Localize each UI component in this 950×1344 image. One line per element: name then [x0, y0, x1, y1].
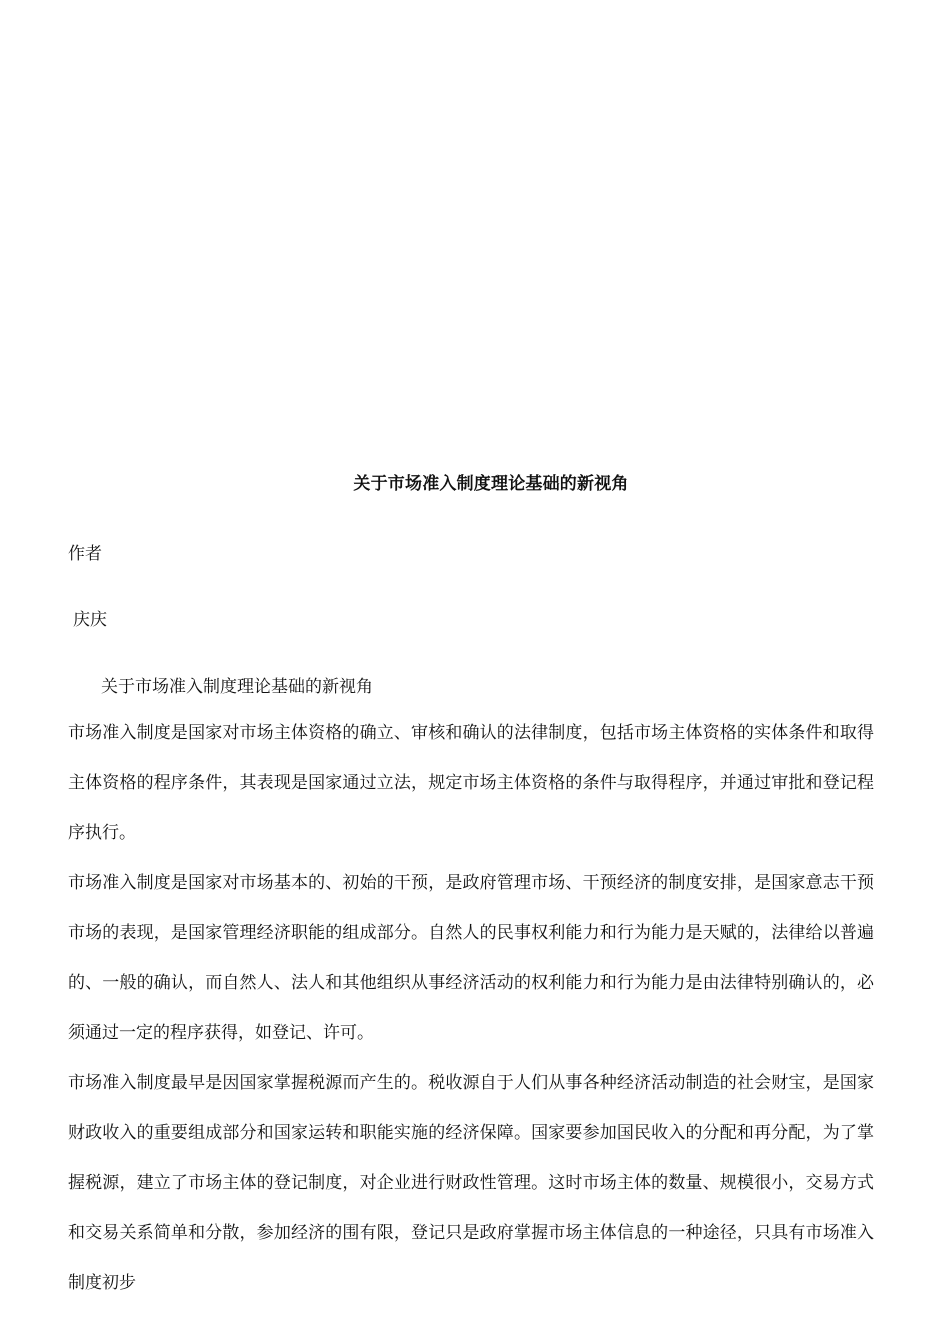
author-name: 庆庆: [73, 610, 107, 630]
document-title: 关于市场准入制度理论基础的新视角: [353, 474, 629, 494]
document-body: [68, 708, 874, 1308]
paragraph: 市场准入制度是国家对市场主体资格的确立、审核和确认的法律制度，包括市场主体资格的实体条件和取得主体资格的程序条件，其表现是国家通过立法，规定市场主体资格的条件与取得程序，并通过审批和登记程序执行。: [68, 723, 874, 843]
document-subtitle: 关于市场准入制度理论基础的新视角: [101, 677, 373, 697]
paragraph: 市场准入制度最早是因国家掌握税源而产生的。税收源自于人们从事各种经济活动制造的社会财宝，是国家财政收入的重要组成部分和国家运转和职能实施的经济保障。国家要参加国民收入的分配和再分配，为了掌握税源，建立了市场主体的登记制度，对企业进行财政性管理。这时市场主体的数量、规模很小，交易方式和交易关系简单和分散，参加经济的围有限，登记只是政府掌握市场主体信息的一种途径，只具有市场准入制度初步: [68, 1073, 874, 1293]
author-label: 作者: [68, 544, 102, 564]
paragraph: 市场准入制度是国家对市场基本的、初始的干预，是政府管理市场、干预经济的制度安排，是国家意志干预市场的表现，是国家管理经济职能的组成部分。自然人的民事权利能力和行为能力是天赋的，法律给以普遍的、一般的确认，而自然人、法人和其他组织从事经济活动的权利能力和行为能力是由法律特别确认的，必须通过一定的程序获得，如登记、许可。: [68, 873, 874, 1043]
